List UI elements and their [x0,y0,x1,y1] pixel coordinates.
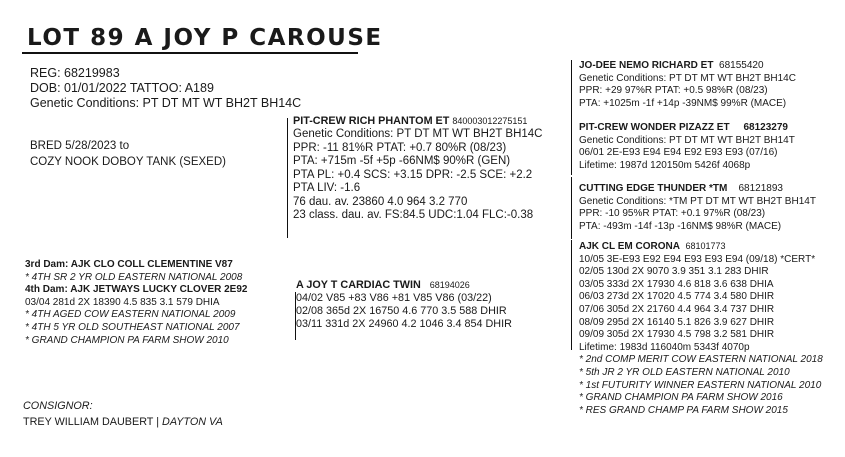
dam-dam-line [571,240,572,350]
sire-dam-reg-number: 68123279 [743,122,788,133]
sire-name: PIT-CREW RICH PHANTOM ET [293,115,450,127]
dam-line: 04/02 V85 +83 V86 +81 V85 V86 (03/22) [296,291,492,304]
fourth-dam-note: * 4TH AGED COW EASTERN NATIONAL 2009 [25,309,236,321]
dam-dam-note: * 1st FUTURITY WINNER EASTERN NATIONAL 2010 [579,379,822,391]
dob-tattoo: DOB: 01/01/2022 TATTOO: A189 [30,81,214,95]
sire-dam-header [579,122,795,135]
dam-dam-line: 03/05 333d 2X 17930 4.6 818 3.6 638 DHIA [579,278,774,290]
sire-sire-line: PPR: +29 97%R PTAT: +0.5 98%R (08/23) [579,85,768,97]
dam-dam-note: * 5th JR 2 YR OLD EASTERN NATIONAL 2010 [579,366,790,378]
sire-sire-reg-number: 68155420 [719,60,764,71]
dam-sire-line: PPR: -10 95%R PTAT: +0.1 97%R (08/23) [579,208,766,220]
animal-genetic-conditions: Genetic Conditions: PT DT MT WT BH2T BH14C [30,96,302,110]
dam-dam-line: 10/05 3E-E93 E92 E94 E93 E93 E94 (09/18) *CERT* [579,253,816,265]
fourth-dam-note: * GRAND CHAMPION PA FARM SHOW 2010 [25,334,229,346]
sire-dam-line: Genetic Conditions: PT DT MT WT BH2T BH14T [579,134,795,146]
sire-dam-block [579,122,795,172]
dam-sire-line: Genetic Conditions: *TM PT DT MT WT BH2T BH14T [579,195,816,207]
fourth-dam-name: 4th Dam: AJK JETWAYS LUCKY CLOVER 2E92 [25,284,248,296]
dam-sire-line: PTA: -493m -14f -13p -16NM$ 98%R (MACE) [579,220,782,232]
sire-line: PPR: -11 81%R PTAT: +0.7 80%R (08/23) [293,141,507,154]
dam-dam-line: Lifetime: 1983d 116040m 5343f 4070p [579,341,750,353]
sire-sire-line: Genetic Conditions: PT DT MT WT BH2T BH14C [579,72,796,84]
dam-line: 03/11 331d 2X 24960 4.2 1046 3.4 854 DHIR [296,317,512,330]
animal-info [30,66,301,111]
dam-dam-line: 06/03 273d 2X 17020 4.5 774 3.4 580 DHIR [579,291,775,303]
sire-header [293,115,542,128]
dam-sire-block [579,183,816,233]
sire-line: Genetic Conditions: PT DT MT WT BH2T BH14C [293,127,543,140]
sire-reg-number: 840003012275151 [452,116,528,126]
consignor-location: DAYTON VA [162,416,223,428]
dam-reg-number: 68194026 [429,280,470,290]
dam-header [296,279,512,292]
title-rule [22,52,358,54]
dam-name: A JOY T CARDIAC TWIN [296,279,421,291]
sire-sire-block [579,60,796,110]
third-dam-name: 3rd Dam: AJK CLO COLL CLEMENTINE V87 [25,259,233,270]
dam-dam-note: * GRAND CHAMPION PA FARM SHOW 2016 [579,392,783,404]
consignor-name: TREY WILLIAM DAUBERT [23,416,154,428]
sire-line: 23 class. dau. av. FS:84.5 UDC:1.04 FLC:-0.38 [293,209,534,222]
dam-block [296,279,512,331]
dam-dam-line: 08/09 295d 2X 16140 5.1 826 3.9 627 DHIR [579,316,775,328]
dam-dam-block [579,240,823,417]
bred-to-sire: COZY NOOK DOBOY TANK (SEXED) [30,156,226,168]
bred-info [30,138,226,170]
dam-dam-name: AJK CL EM CORONA [579,241,680,252]
fourth-dam-note: * 4TH 5 YR OLD SOUTHEAST NATIONAL 2007 [25,321,240,333]
dam-sire-name: CUTTING EDGE THUNDER *TM [579,183,728,194]
dam-dam-line: 02/05 130d 2X 9070 3.9 351 3.1 283 DHIR [579,266,769,278]
sire-line: PTA LIV: -1.6 [293,182,361,195]
dam-line: 02/08 365d 2X 16750 4.6 770 3.5 588 DHIR [296,304,507,317]
sire-sire-line: PTA: +1025m -1f +14p -39NM$ 99%R (MACE) [579,97,787,109]
dam-dam-reg-number: 68101773 [685,241,726,251]
sire-dam-line: 06/01 2E-E93 E94 E94 E92 E93 E93 (07/16) [579,147,778,159]
dam-dam-line: 07/06 305d 2X 21760 4.4 964 3.4 737 DHIR [579,303,775,315]
sire-dam-line: Lifetime: 1987d 120150m 5426f 4068p [579,159,751,171]
lot-title: LOT 89 A JOY P CAROUSE [27,25,383,51]
sire-line: 76 dau. av. 23860 4.0 964 3.2 770 [293,195,468,208]
sire-dam-name: PIT-CREW WONDER PIZAZZ ET [579,122,730,133]
consignor-separator: | [156,416,160,428]
dam-sire-line [571,177,572,239]
bred-date: BRED 5/28/2023 to [30,140,130,152]
consignor-line [23,414,223,430]
sire-bracket-line [287,118,288,238]
third-dam-note: * 4TH SR 2 YR OLD EASTERN NATIONAL 2008 [25,271,243,283]
consignor-label: CONSIGNOR: [23,400,93,412]
sire-sire-header [579,60,796,73]
dam-dam-line: 09/09 305d 2X 17930 4.5 798 3.2 581 DHIR [579,329,775,341]
fourth-dam-record: 03/04 281d 2X 18390 4.5 835 3.1 579 DHIA [25,296,220,308]
sire-line: PTA: +715m -5f +5p -66NM$ 90%R (GEN) [293,155,511,168]
dam-sire-reg-number: 68121893 [738,183,783,194]
sire-sire-line [571,60,572,175]
dam-sire-header [579,183,816,196]
reg-number: REG: 68219983 [30,66,120,80]
sire-line: PTA PL: +0.4 SCS: +3.15 DPR: -2.5 SCE: +2.2 [293,168,533,181]
ancestry-block [25,259,247,347]
dam-dam-note: * RES GRAND CHAMP PA FARM SHOW 2015 [579,404,788,416]
sire-sire-name: JO-DEE NEMO RICHARD ET [579,60,714,71]
consignor-block [23,398,223,430]
dam-dam-note: * 2nd COMP MERIT COW EASTERN NATIONAL 2018 [579,354,823,366]
sire-block [293,115,542,223]
dam-dam-header [579,240,823,254]
